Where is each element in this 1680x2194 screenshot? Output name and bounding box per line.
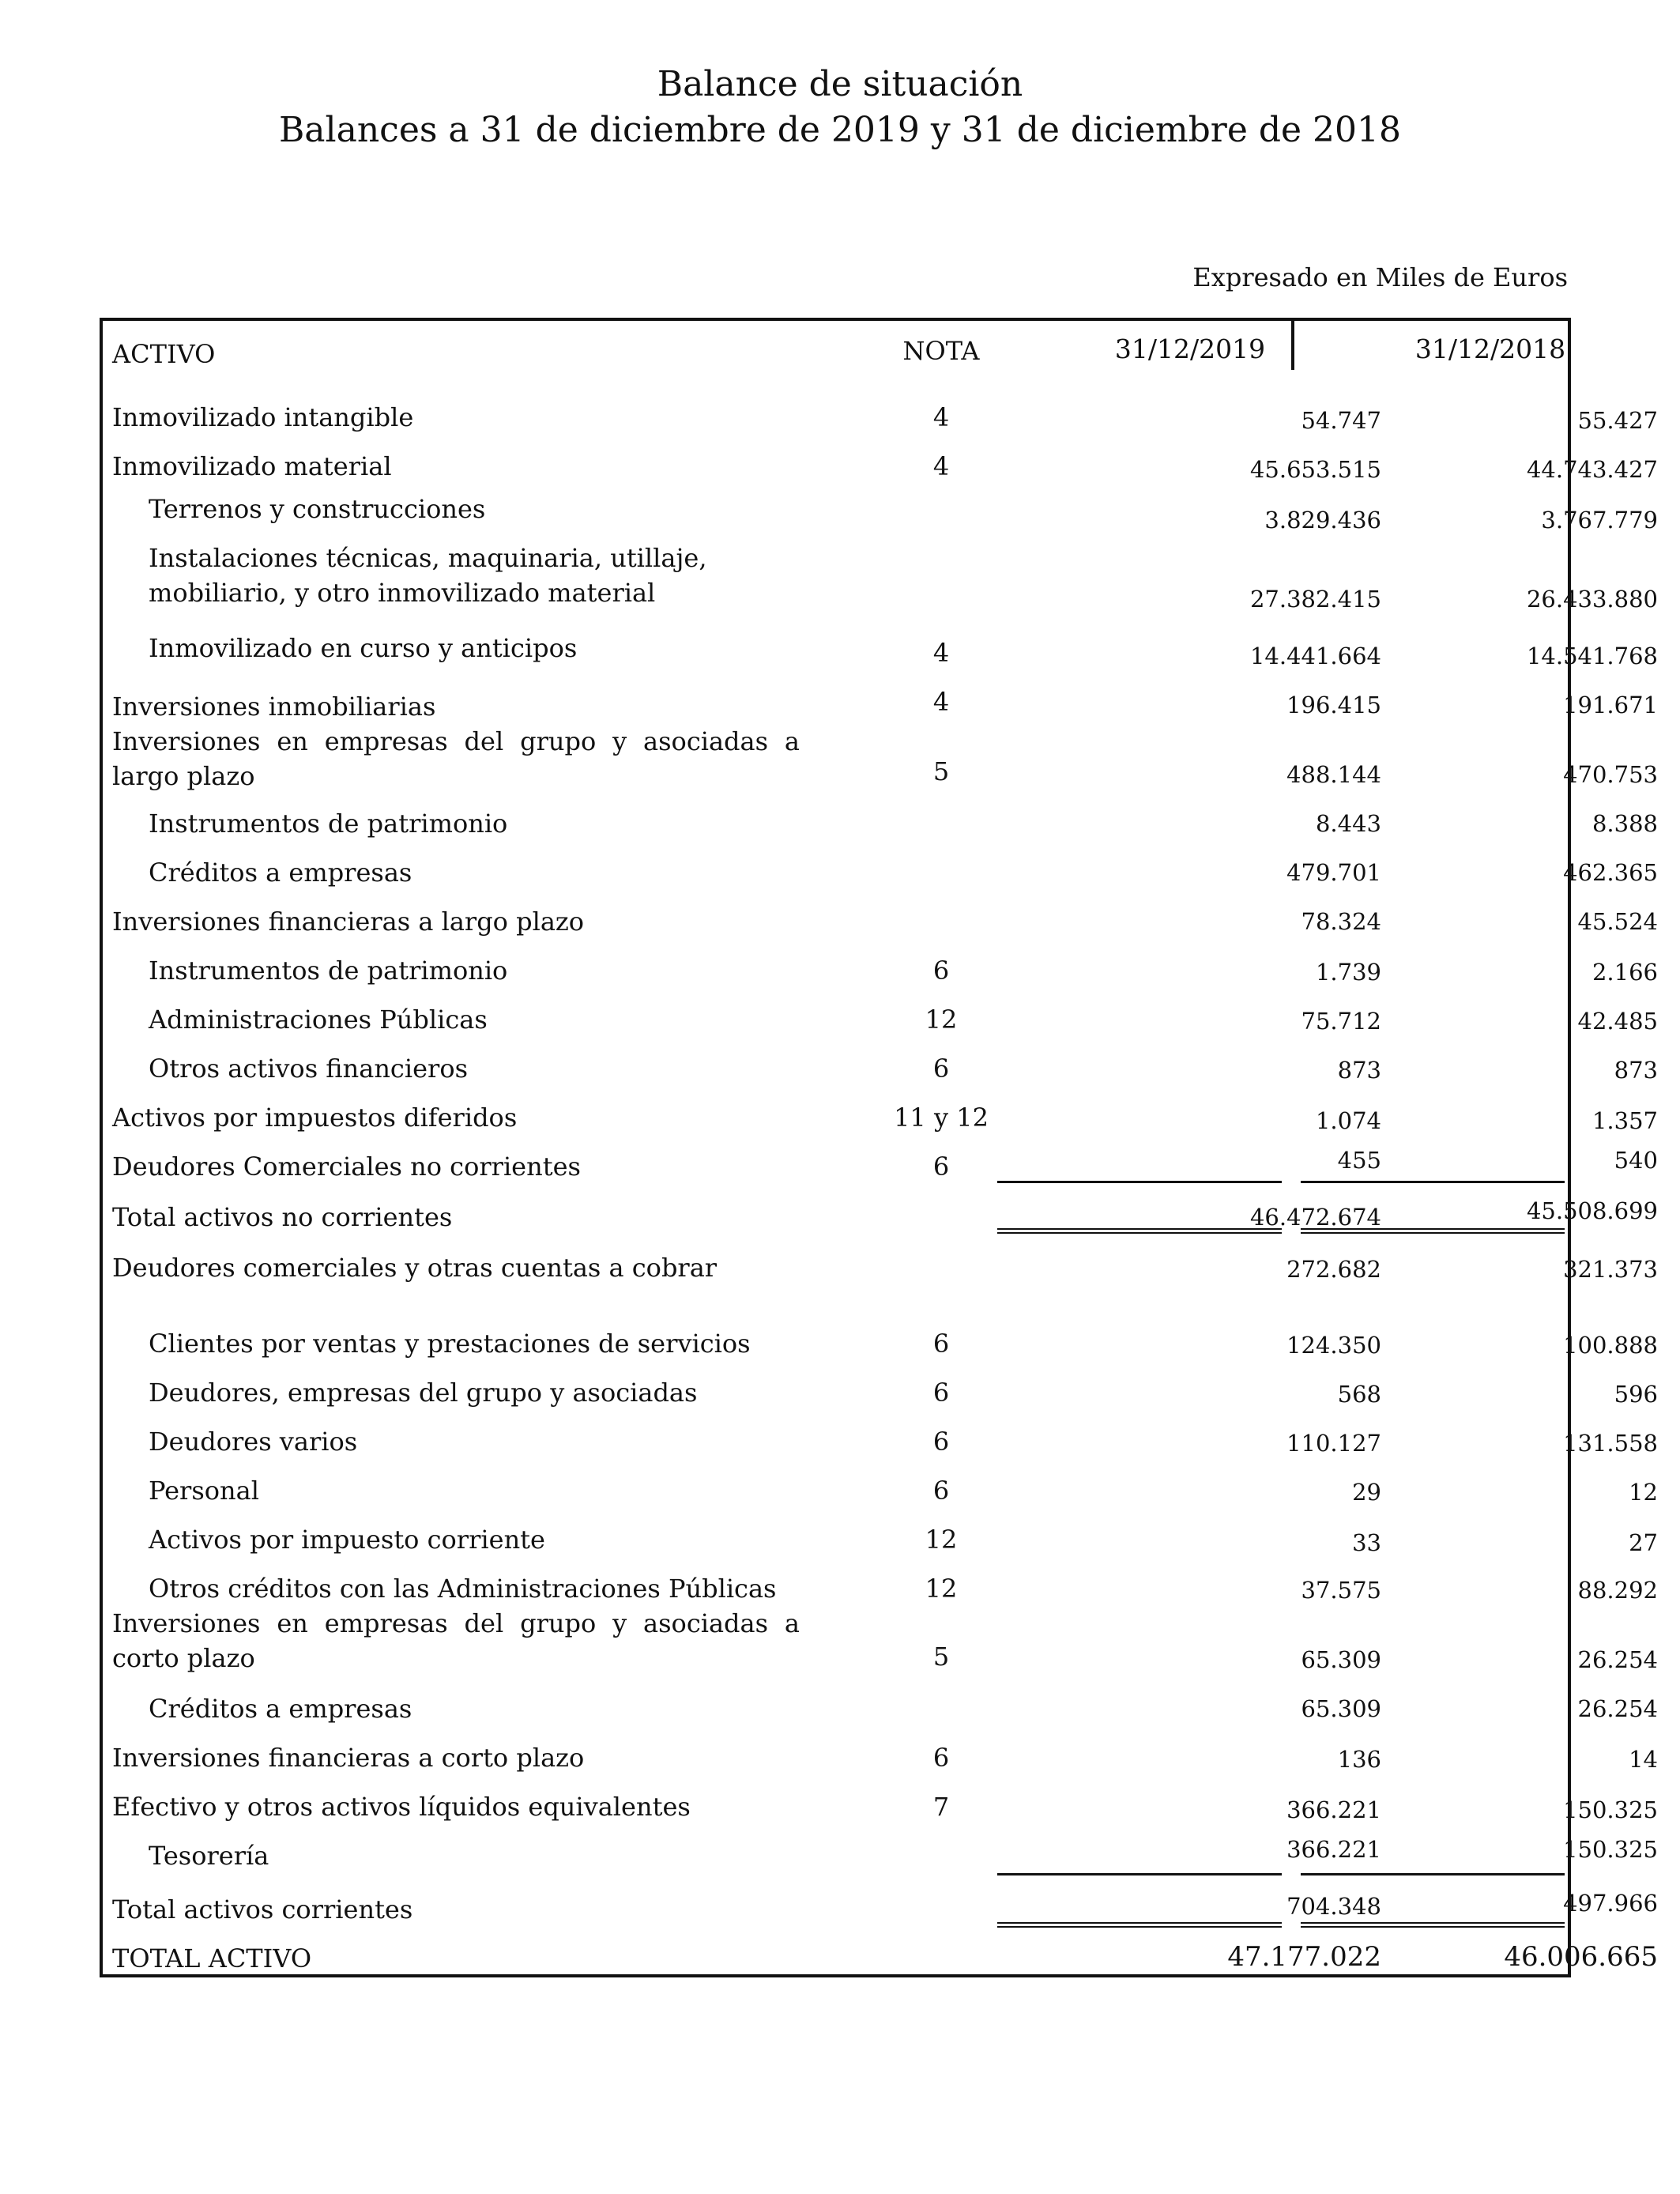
row-value-2018: 12 xyxy=(1629,1479,1658,1506)
row-label: Efectivo y otros activos líquidos equivalentes xyxy=(112,1792,691,1822)
table-row xyxy=(100,899,1658,939)
row-value-2019: 46.472.674 xyxy=(1249,1204,1381,1231)
row-value-2019: 704.348 xyxy=(1286,1893,1381,1920)
table-row xyxy=(100,1246,1658,1285)
row-note: 5 xyxy=(932,1642,950,1672)
page-header xyxy=(0,62,1680,153)
row-value-2018: 3.767.779 xyxy=(1541,507,1658,533)
subtotal-rule xyxy=(1301,1181,1565,1183)
row-value-2019: 366.221 xyxy=(1286,1836,1381,1863)
row-note: 6 xyxy=(932,1329,950,1359)
table-row xyxy=(100,487,1658,533)
row-value-2019: 1.739 xyxy=(1315,959,1381,986)
row-value-2018: 26.254 xyxy=(1577,1695,1658,1722)
table-row xyxy=(100,1687,1658,1726)
row-value-2019: 47.177.022 xyxy=(1227,1941,1381,1973)
row-note: 12 xyxy=(925,1005,958,1035)
subtotal-rule xyxy=(1301,1873,1565,1875)
row-value-2018: 14 xyxy=(1629,1746,1658,1773)
table-row xyxy=(100,444,1658,484)
row-note: 6 xyxy=(932,1743,950,1773)
table-row xyxy=(100,1517,1658,1557)
row-note: 6 xyxy=(932,1054,950,1084)
row-note: 6 xyxy=(932,1378,950,1408)
table-row xyxy=(100,1566,1658,1606)
row-value-2019: 873 xyxy=(1337,1057,1381,1084)
total-double-rule xyxy=(997,1228,1282,1234)
row-value-2018: 45.508.699 xyxy=(1526,1197,1658,1224)
row-value-2019: 45.653.515 xyxy=(1249,456,1381,483)
row-value-2018: 27 xyxy=(1629,1529,1658,1556)
row-value-2019: 455 xyxy=(1337,1147,1381,1174)
row-label: Deudores varios xyxy=(149,1427,358,1457)
row-note: 5 xyxy=(932,756,950,786)
row-note: 6 xyxy=(932,956,950,986)
row-label: Inversiones financieras a corto plazo xyxy=(112,1743,585,1773)
table-row xyxy=(100,1736,1658,1775)
row-note: 4 xyxy=(932,687,950,717)
row-label: Inmovilizado en curso y anticipos xyxy=(149,633,578,663)
table-row xyxy=(100,1370,1658,1410)
table-row xyxy=(100,1144,1658,1184)
row-value-2019: 14.441.664 xyxy=(1249,643,1381,669)
row-note: 6 xyxy=(932,1476,950,1506)
row-label: Tesorería xyxy=(149,1841,269,1871)
row-value-2019: 78.324 xyxy=(1301,908,1381,935)
table-row xyxy=(100,395,1658,435)
total-double-rule xyxy=(1301,1228,1565,1234)
table-row xyxy=(100,1419,1658,1459)
row-label: Activos por impuestos diferidos xyxy=(112,1103,518,1133)
row-label: Instalaciones técnicas, maquinaria, utillaje, xyxy=(149,543,707,573)
row-note: 12 xyxy=(925,1574,958,1604)
row-note: 7 xyxy=(932,1792,950,1822)
row-label: Créditos a empresas xyxy=(149,1694,412,1724)
row-note: 4 xyxy=(932,638,950,668)
table-row xyxy=(100,719,1658,795)
row-value-2018: 1.357 xyxy=(1591,1107,1658,1134)
table-row xyxy=(100,1887,1658,1927)
row-value-2019: 272.682 xyxy=(1286,1256,1381,1283)
row-value-2018: 497.966 xyxy=(1563,1890,1658,1917)
row-value-2018: 100.888 xyxy=(1563,1332,1658,1359)
table-row xyxy=(100,850,1658,890)
document-title: Balance de situación xyxy=(657,64,1023,104)
row-value-2019: 65.309 xyxy=(1301,1646,1381,1673)
row-label: Créditos a empresas xyxy=(149,858,412,888)
row-label: Instrumentos de patrimonio xyxy=(149,956,508,986)
total-double-rule xyxy=(997,1922,1282,1928)
header-nota: NOTA xyxy=(902,336,980,366)
row-label: Otros créditos con las Administraciones Públicas xyxy=(149,1574,777,1604)
row-value-2018: 88.292 xyxy=(1577,1577,1658,1604)
row-value-2018: 8.388 xyxy=(1591,810,1658,837)
header-col-2019: 31/12/2019 xyxy=(1114,334,1266,364)
header-col-2018: 31/12/2018 xyxy=(1414,334,1566,364)
row-value-2019: 29 xyxy=(1352,1479,1381,1506)
row-value-2019: 75.712 xyxy=(1301,1008,1381,1035)
row-label: Deudores comerciales y otras cuentas a cobrar xyxy=(112,1253,718,1283)
row-value-2019: 196.415 xyxy=(1286,692,1381,718)
row-value-2018: 26.433.880 xyxy=(1526,586,1658,613)
row-label: Inversiones inmobiliarias xyxy=(112,692,436,722)
table-row xyxy=(100,1834,1658,1873)
row-value-2018: 46.006.665 xyxy=(1504,1941,1658,1973)
row-label: Inmovilizado intangible xyxy=(112,402,414,432)
total-double-rule xyxy=(1301,1922,1565,1928)
row-value-2018: 45.524 xyxy=(1577,908,1658,935)
subtotal-rule xyxy=(997,1873,1282,1875)
table-row xyxy=(100,948,1658,988)
row-label: Inversiones financieras a largo plazo xyxy=(112,907,585,937)
row-note: 4 xyxy=(932,402,950,432)
row-label: Instrumentos de patrimonio xyxy=(149,809,508,839)
row-label: Administraciones Públicas xyxy=(149,1005,488,1035)
row-label: Otros activos financieros xyxy=(149,1054,468,1084)
row-value-2018: 873 xyxy=(1614,1057,1658,1084)
row-label: Terrenos y construcciones xyxy=(149,494,486,524)
table-header-row xyxy=(100,332,1571,371)
row-label: Inmovilizado material xyxy=(112,451,392,481)
row-note: 6 xyxy=(932,1152,950,1182)
row-value-2018: 191.671 xyxy=(1563,692,1658,718)
table-row-grand-total xyxy=(100,1936,1658,1976)
row-label: Personal xyxy=(149,1476,259,1506)
row-note: 12 xyxy=(925,1525,958,1555)
row-value-2018: 150.325 xyxy=(1563,1796,1658,1823)
row-note: 11 y 12 xyxy=(894,1103,989,1133)
row-value-2019: 3.829.436 xyxy=(1264,507,1381,533)
table-row xyxy=(100,684,1658,724)
row-label: Activos por impuesto corriente xyxy=(149,1525,545,1555)
row-label: Inversiones en empresas del grupo y asociadas a largo plazo xyxy=(112,726,800,791)
header-activo: ACTIVO xyxy=(112,339,216,369)
subtotal-rule xyxy=(997,1181,1282,1183)
row-value-2019: 568 xyxy=(1337,1381,1381,1408)
table-row xyxy=(100,626,1658,669)
row-label-continued: mobiliario, y otro inmovilizado material xyxy=(149,578,656,608)
row-value-2019: 33 xyxy=(1352,1529,1381,1556)
row-label: Deudores, empresas del grupo y asociadas xyxy=(149,1378,698,1408)
row-value-2018: 44.743.427 xyxy=(1526,456,1658,483)
table-row xyxy=(100,539,1658,615)
table-row xyxy=(100,997,1658,1037)
row-value-2019: 488.144 xyxy=(1286,761,1381,788)
table-row xyxy=(100,1095,1658,1135)
row-value-2018: 2.166 xyxy=(1591,959,1658,986)
row-value-2019: 1.074 xyxy=(1315,1107,1381,1134)
row-note: 4 xyxy=(932,451,950,481)
row-value-2019: 110.127 xyxy=(1286,1430,1381,1457)
row-note: 6 xyxy=(932,1427,950,1457)
row-label: TOTAL ACTIVO xyxy=(112,1943,312,1973)
row-value-2019: 479.701 xyxy=(1286,859,1381,886)
table-row xyxy=(100,1046,1658,1086)
row-value-2018: 150.325 xyxy=(1563,1836,1658,1863)
row-value-2019: 136 xyxy=(1337,1746,1381,1773)
row-value-2019: 27.382.415 xyxy=(1249,586,1381,613)
row-value-2018: 462.365 xyxy=(1563,859,1658,886)
row-label: Total activos corrientes xyxy=(112,1894,413,1924)
row-label: Total activos no corrientes xyxy=(112,1202,453,1232)
row-value-2019: 65.309 xyxy=(1301,1695,1381,1722)
row-value-2018: 55.427 xyxy=(1577,407,1658,434)
document-subtitle: Balances a 31 de diciembre de 2019 y 31 de diciembre de 2018 xyxy=(278,110,1402,150)
row-value-2019: 366.221 xyxy=(1286,1796,1381,1823)
table-row xyxy=(100,1785,1658,1824)
row-value-2018: 540 xyxy=(1614,1147,1658,1174)
row-value-2019: 124.350 xyxy=(1286,1332,1381,1359)
row-value-2018: 596 xyxy=(1614,1381,1658,1408)
row-label: Clientes por ventas y prestaciones de servicios xyxy=(149,1329,751,1359)
row-value-2018: 470.753 xyxy=(1563,761,1658,788)
table-row xyxy=(100,1321,1658,1361)
row-value-2018: 26.254 xyxy=(1577,1646,1658,1673)
row-value-2019: 37.575 xyxy=(1301,1577,1381,1604)
units-note: Expresado en Miles de Euros xyxy=(1192,262,1568,292)
table-row xyxy=(100,801,1658,841)
row-label: Deudores Comerciales no corrientes xyxy=(112,1152,581,1182)
table-row xyxy=(100,1468,1658,1508)
row-value-2018: 42.485 xyxy=(1577,1008,1658,1035)
table-row xyxy=(100,1601,1658,1677)
row-label: Inversiones en empresas del grupo y asociadas a corto plazo xyxy=(112,1608,800,1673)
row-value-2018: 321.373 xyxy=(1563,1256,1658,1283)
row-value-2019: 8.443 xyxy=(1315,810,1381,837)
row-value-2018: 14.541.768 xyxy=(1526,643,1658,669)
row-value-2019: 54.747 xyxy=(1301,407,1381,434)
row-value-2018: 131.558 xyxy=(1563,1430,1658,1457)
